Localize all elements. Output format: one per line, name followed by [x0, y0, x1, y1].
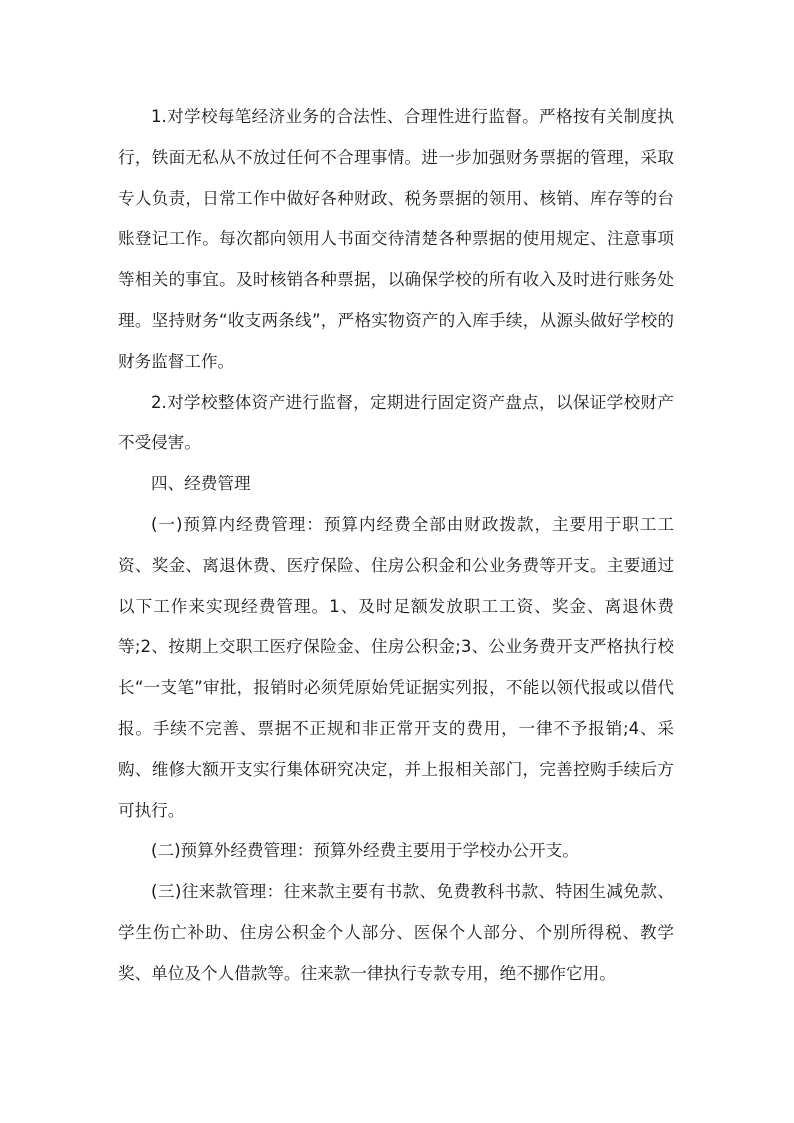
paragraph-budget-internal: (一)预算内经费管理：预算内经费全部由财政拨款，主要用于职工工资、奖金、离退休费、医疗保险、住房公积金和公业务费等开支。主要通过以下工作来实现经费管理。1、及时足额发放职工工资、奖金、离退休费等;2、按期上交职工医疗保险金、住房公积金;3、公业务费开支严格执行校长“一支笔”审批，报销时必须凭原始凭证据实列报，不能以领代报或以借代报。手续不完善、票据不正规和非正常开支的费用，一律不予报销;4、采购、维修大额开支实行集体研究决定，并上报相关部门，完善控购手续后方可执行。 — [118, 514, 674, 820]
paragraph-supervision-assets: 2.对学校整体资产进行监督，定期进行固定资产盘点，以保证学校财产不受侵害。 — [118, 392, 674, 453]
paragraph-budget-external: (二)预算外经费管理：预算外经费主要用于学校办公开支。 — [151, 841, 579, 861]
section-heading-funding-management: 四、经费管理 — [151, 474, 251, 494]
document-body — [118, 97, 674, 995]
paragraph-supervision-business: 1.对学校每笔经济业务的合法性、合理性进行监督。严格按有关制度执行，铁面无私从不放过任何不合理事情。进一步加强财务票据的管理，采取专人负责，日常工作中做好各种财政、税务票据的领用、核销、库存等的台账登记工作。每次都向领用人书面交待清楚各种票据的使用规定、注意事项等相关的事宜。及时核销各种票据，以确保学校的所有收入及时进行账务处理。坚持财务“收支两条线”，严格实物资产的入库手续，从源头做好学校的财务监督工作。 — [118, 107, 674, 371]
paragraph-current-accounts: (三)往来款管理：往来款主要有书款、免费教科书款、特困生减免款、学生伤亡补助、住房公积金个人部分、医保个人部分、个别所得税、教学奖、单位及个人借款等。往来款一律执行专款专用，绝不挪作它用。 — [118, 882, 674, 983]
